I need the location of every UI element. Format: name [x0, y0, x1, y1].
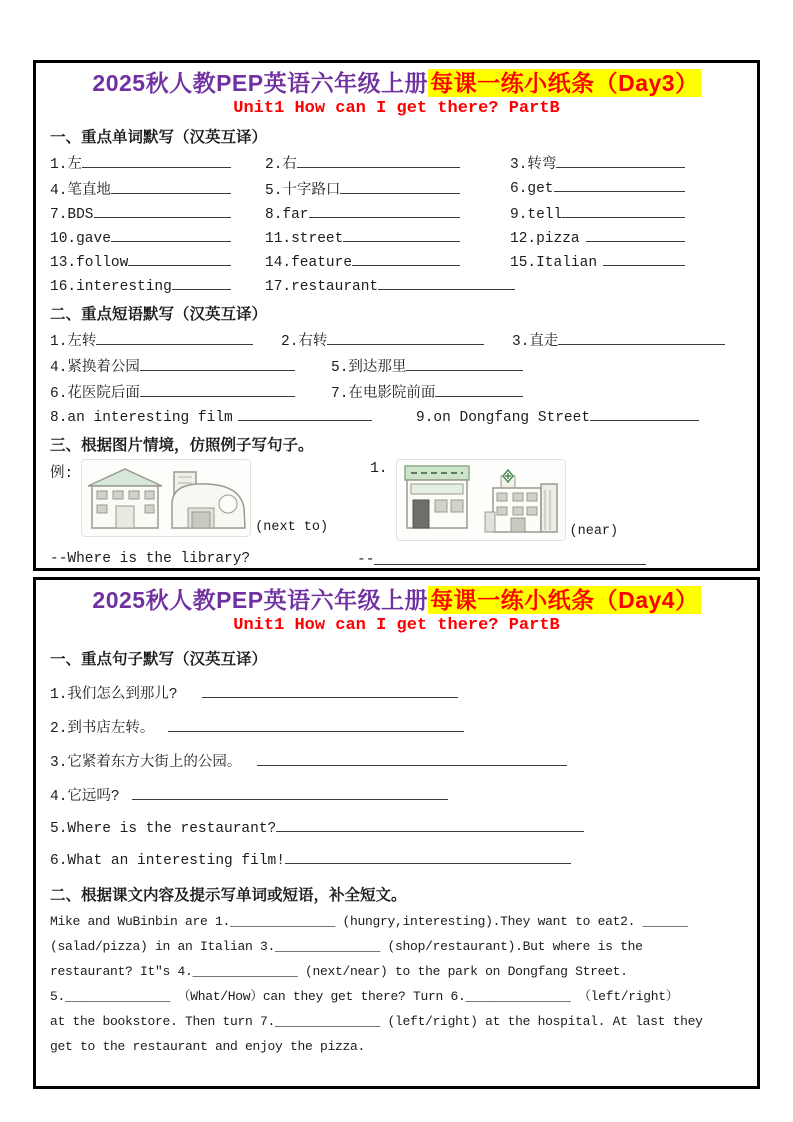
- phrase-label: 2.右转: [281, 333, 328, 350]
- answer-blank: [558, 331, 725, 345]
- word-row: [50, 252, 743, 271]
- answer-line: [357, 551, 646, 568]
- word-row: [50, 276, 743, 295]
- day3-section2-heading: 二、重点短语默写（汉英互译）: [50, 305, 268, 323]
- phrase-item: [281, 329, 512, 350]
- day3-title-highlight: 每课一练小纸条（Day3）: [430, 70, 699, 96]
- answer-blank: [140, 383, 295, 397]
- word-label: 7.BDS: [50, 206, 94, 223]
- example-label: 例:: [50, 465, 74, 482]
- phrase-item: [50, 355, 331, 376]
- answer-blank: [276, 818, 584, 832]
- example-picture-group: [81, 459, 328, 537]
- sentence-item: [50, 784, 743, 805]
- phrase-item: [331, 355, 743, 376]
- sentence-label: 5.Where is the restaurant?: [50, 820, 277, 837]
- answer-blank: [94, 204, 231, 218]
- phrase-item: [331, 381, 743, 402]
- word-label: 8.far: [265, 206, 309, 223]
- word-item: [510, 252, 743, 271]
- phrase-label: 5.到达那里: [331, 359, 407, 376]
- dialogue-question: --Where is the library?: [50, 550, 251, 567]
- sentence-label: 1.我们怎么到那儿?: [50, 686, 178, 703]
- day4-sentence-list: [50, 682, 743, 869]
- day3-word-grid: [50, 152, 743, 295]
- answer-blank: [82, 154, 231, 168]
- day4-section2-heading: 二、根据课文内容及提示写单词或短语，补全短文。: [50, 886, 407, 904]
- phrase-item: [416, 407, 743, 426]
- answer-blank: [352, 252, 460, 266]
- word-item: [510, 228, 743, 247]
- item1-caption: (near): [569, 523, 619, 539]
- item1-picture-group: [396, 459, 619, 541]
- word-item: [265, 152, 510, 173]
- answer-blank: [140, 357, 295, 371]
- day3-worksheet: [33, 60, 760, 571]
- day4-title-prefix: 2025秋人教PEP英语六年级上册: [92, 587, 429, 613]
- answer-blank: [374, 551, 646, 565]
- answer-blank: [202, 684, 458, 698]
- answer-blank: [340, 180, 460, 194]
- day3-title-prefix: 2025秋人教PEP英语六年级上册: [92, 70, 429, 96]
- answer-blank: [172, 276, 231, 290]
- answer-blank: [111, 228, 231, 242]
- word-label: 15.Italian: [510, 254, 598, 271]
- word-row: [50, 228, 743, 247]
- answer-dash: --: [357, 551, 375, 568]
- dialogue-example: [50, 551, 357, 571]
- word-row: [50, 152, 743, 173]
- phrase-row: [50, 355, 743, 376]
- day3-phrase-grid: [50, 329, 743, 426]
- word-item: [265, 204, 510, 223]
- answer-blank: [378, 276, 515, 290]
- word-item: [50, 204, 265, 223]
- passage-line: 5.______________ （What/How）can they get there? Turn 6.______________ （left/right）: [50, 988, 679, 1004]
- passage-line: at the bookstore. Then turn 7.______________ (left/right) at the hospital. At last they: [50, 1013, 703, 1029]
- bookstore-and-hospital-illustration: [396, 459, 566, 541]
- sentence-item: [50, 716, 743, 737]
- word-item: [50, 152, 265, 173]
- day4-section1-heading: 一、重点句子默写（汉英互译）: [50, 650, 268, 668]
- answer-blank: [285, 850, 571, 864]
- answer-blank: [603, 252, 685, 266]
- sentence-label: 4.它远吗?: [50, 788, 120, 805]
- word-item: [50, 228, 265, 247]
- word-item: [510, 152, 743, 173]
- dialogue-answer-lines: [357, 551, 646, 571]
- passage-line: Mike and WuBinbin are 1.______________ (hungry,interesting).They want to eat2. ______: [50, 913, 688, 929]
- word-label: 10.gave: [50, 230, 111, 247]
- word-label: 1.左: [50, 156, 82, 173]
- word-label: 14.feature: [265, 254, 353, 271]
- answer-blank: [111, 180, 231, 194]
- answer-blank: [562, 204, 685, 218]
- word-label: 6.get: [510, 180, 554, 197]
- answer-blank: [168, 718, 464, 732]
- word-row: [50, 204, 743, 223]
- word-label: 13.follow: [50, 254, 129, 271]
- phrase-label: 7.在电影院前面: [331, 385, 436, 402]
- phrase-item: [50, 407, 416, 426]
- item1-label: 1.: [370, 460, 388, 477]
- sentence-item: [50, 750, 743, 771]
- passage-line: (salad/pizza) in an Italian 3.______________ (shop/restaurant).But where is the: [50, 938, 643, 954]
- dialogue-block: [50, 551, 743, 571]
- answer-blank: [309, 204, 460, 218]
- word-label: 12.pizza: [510, 230, 580, 247]
- phrase-item: [50, 329, 281, 350]
- answer-blank: [590, 407, 699, 421]
- passage-line: restaurant? It"s 4.______________ (next/near) to the park on Dongfang Street.: [50, 963, 628, 979]
- example-caption: (next to): [255, 519, 329, 535]
- school-and-library-illustration: [81, 459, 251, 537]
- day4-unit-subtitle: Unit1 How can I get there? PartB: [233, 615, 560, 635]
- picture-row: [50, 459, 743, 541]
- sentence-label: 3.它紧着东方大街上的公园。: [50, 754, 242, 771]
- answer-blank: [132, 786, 448, 800]
- answer-blank: [297, 154, 460, 168]
- phrase-label: 8.an interesting film: [50, 409, 233, 426]
- answer-blank: [435, 383, 523, 397]
- day4-worksheet: [33, 577, 760, 1089]
- word-item: [265, 178, 510, 199]
- word-label: 4.笔直地: [50, 182, 111, 199]
- sentence-label: 2.到书店左转。: [50, 720, 155, 737]
- phrase-label: 1.左转: [50, 333, 97, 350]
- sentence-item: [50, 818, 743, 837]
- word-item: [265, 228, 510, 247]
- answer-blank: [406, 357, 523, 371]
- cloze-passage: [50, 909, 743, 1059]
- day3-unit-subtitle: Unit1 How can I get there? PartB: [233, 98, 560, 118]
- passage-line: get to the restaurant and enjoy the pizza.: [50, 1038, 366, 1054]
- word-label: 3.转弯: [510, 156, 557, 173]
- phrase-row: [50, 381, 743, 402]
- day3-section1-heading: 一、重点单词默写（汉英互译）: [50, 128, 268, 146]
- word-item: [265, 276, 565, 295]
- word-label: 9.tell: [510, 206, 563, 223]
- word-item: [50, 276, 265, 295]
- word-item: [510, 178, 743, 199]
- phrase-label: 4.紧换着公园: [50, 359, 140, 376]
- phrase-item: [50, 381, 331, 402]
- word-row: [50, 178, 743, 199]
- answer-blank: [96, 331, 253, 345]
- answer-blank: [554, 178, 685, 192]
- phrase-row: [50, 329, 743, 350]
- phrase-label: 6.花医院后面: [50, 385, 140, 402]
- day3-title: [50, 69, 743, 98]
- answer-blank: [343, 228, 460, 242]
- day4-title: [50, 586, 743, 615]
- phrase-label: 9.on Dongfang Street: [416, 409, 591, 426]
- word-label: 16.interesting: [50, 278, 172, 295]
- answer-blank: [238, 407, 372, 421]
- day4-title-highlight: 每课一练小纸条（Day4）: [430, 587, 699, 613]
- phrase-row: [50, 407, 743, 426]
- word-label: 17.restaurant: [265, 278, 379, 295]
- phrase-item: [512, 329, 743, 350]
- word-label: 11.street: [265, 230, 344, 247]
- answer-blank: [586, 228, 685, 242]
- sentence-item: [50, 682, 743, 703]
- word-item: [50, 178, 265, 199]
- answer-blank: [556, 154, 685, 168]
- answer-blank: [327, 331, 484, 345]
- answer-blank: [257, 752, 567, 766]
- phrase-label: 3.直走: [512, 333, 559, 350]
- word-label: 5.十字路口: [265, 182, 341, 199]
- sentence-label: 6.What an interesting film!: [50, 852, 285, 869]
- answer-blank: [128, 252, 231, 266]
- word-item: [265, 252, 510, 271]
- day3-section3-heading: 三、根据图片情境，仿照例子写句子。: [50, 436, 314, 454]
- word-label: 2.右: [265, 156, 297, 173]
- word-item: [510, 204, 743, 223]
- sentence-item: [50, 850, 743, 869]
- word-item: [50, 252, 265, 271]
